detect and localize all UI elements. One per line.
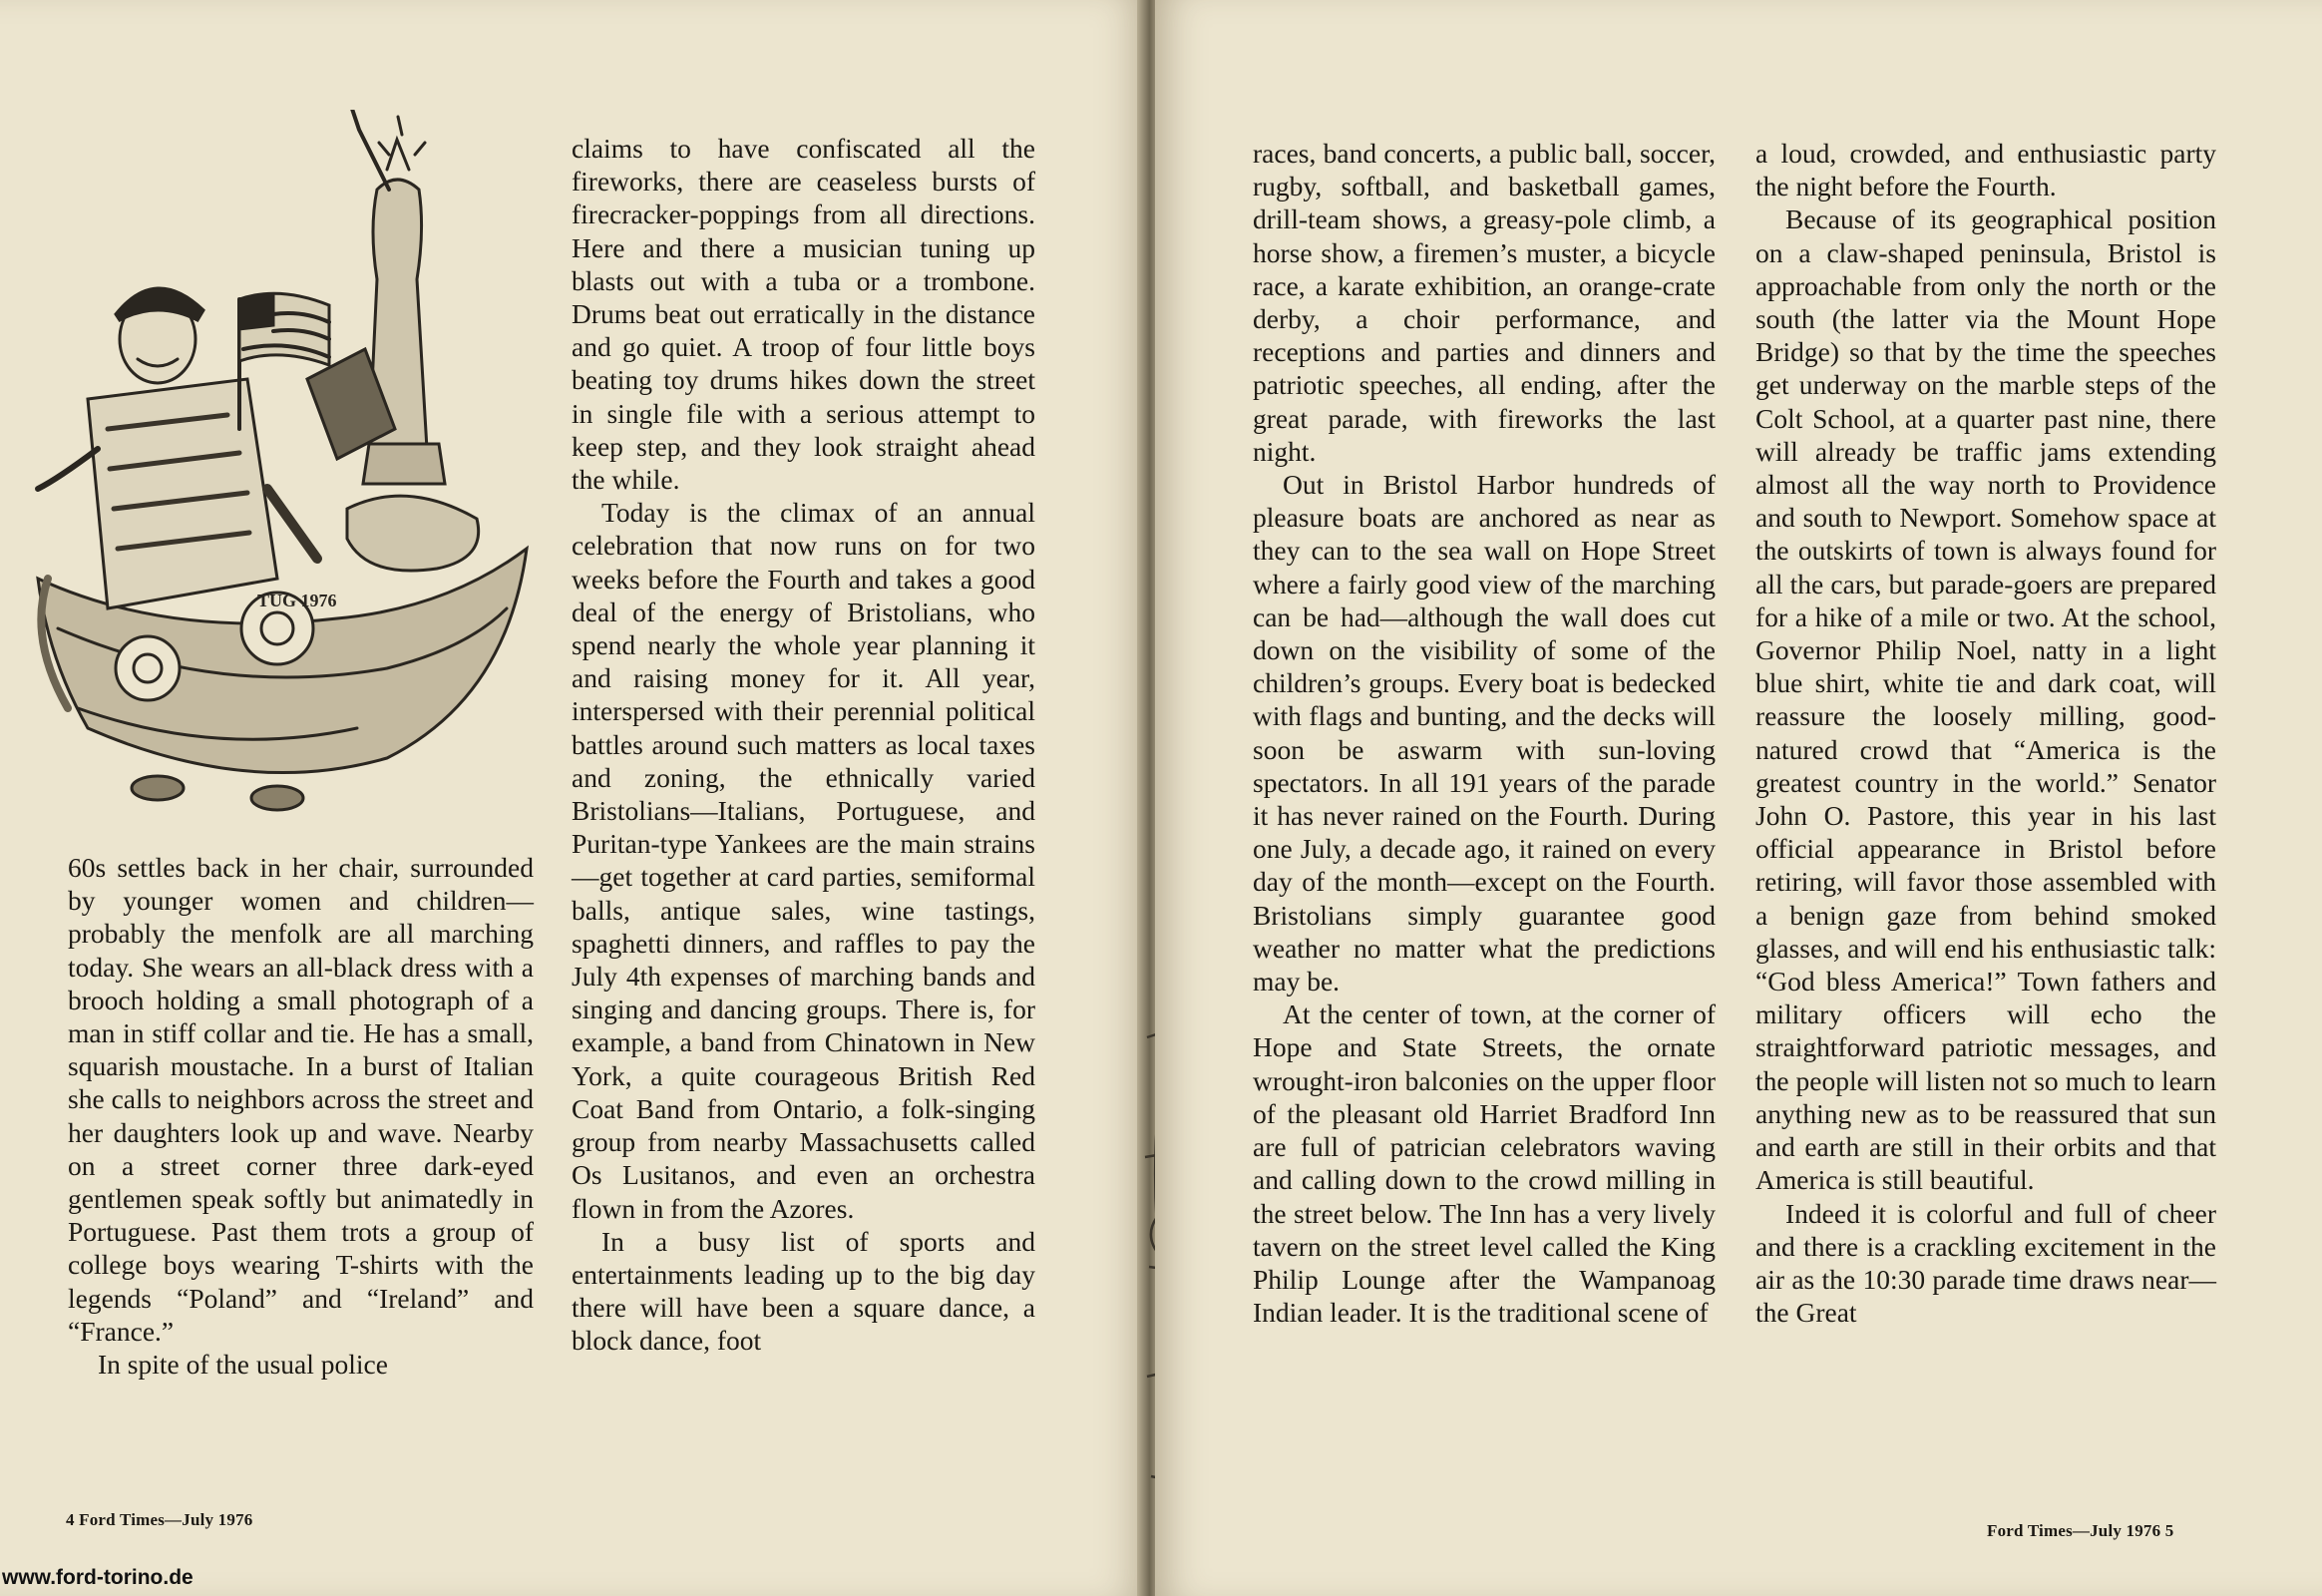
paragraph: Because of its geographical position on a claw-shaped peninsula, Bristol is approachable from only the north or the south (the latter via the Mount Hope Bridge) so that by the time the speeches get underway on the marble steps of the Colt School, at a quarter past nine, there will already be traffic jams extending almost all the way north to Providence and south to Newport. Somehow space at the outskirts of town is always found for all the cars, but parade-goers are prepared for a hike of a mile or two. At the school, Governor Philip Noel, natty in a light blue shirt, white tie and dark coat, will reassure the loosely milling, good-natured crowd that “America is the greatest country in the world.” Senator John O. Pastore, this year in his last official appearance in Bristol before retiring, will favor those assembled with a benign gaze from behind smoked glasses, and will end his enthusiastic talk: “God bless America!” Town fathers and military officers will echo the straightforward patriotic messages, and the people will listen not so much to learn anything new as to be reassured that sun and earth are still in their orbits and that America is still beautiful. xyxy=(1755,203,2216,1196)
paragraph: claims to have confiscated all the fireworks, there are ceaseless bursts of firecracker-poppings from all directions. Here and there a musician tuning up blasts out with a tuba or a trombone. Drums beat out erratically in the distance and go quiet. A troop of four little boys beating toy drums hikes down the street in single file with a serious attempt to keep step, and they look straight ahead the while. xyxy=(572,133,1035,496)
left-page xyxy=(0,0,1147,1596)
paragraph: 60s settles back in her chair, surrounded by younger women and children—probably the menfolk are all marching today. She wears an all-black dress with a brooch holding a small photograph of a man in stiff collar and tie. He has a small, squarish moustache. In a burst of Italian she calls to neighbors across the street and her daughters look up and wave. Nearby on a street corner three dark-eyed gentlemen speak softly but animatedly in Portuguese. Past them trots a group of college boys wearing T-shirts with the legends “Poland” and “Ireland” and “France.” xyxy=(68,852,534,1347)
paragraph: Today is the climax of an annual celebration that now runs on for two weeks before the Fourth and takes a good deal of the energy of Bristolians, who spend nearly the whole year planning it and raising money for it. All year, interspersed with their perennial political battles around such matters as local taxes and zoning, the ethnically varied Bristolians—Italians, Portuguese, and Puritan-type Yankees are the main strains—get together at card parties, semiformal balls, antique sales, wine tastings, spaghetti dinners, and raffles to pay the July 4th expenses of marching bands and singing and dancing groups. There is, for example, a band from Chinatown in New York, a quite courageous British Red Coat Band from Ontario, a folk-singing group from nearby Massachusetts called Os Lusitanos, and even an orchestra flown in from the Azores. xyxy=(572,497,1035,1224)
column-4 xyxy=(1755,137,2216,1329)
column-3 xyxy=(1253,137,1716,1329)
tugboat-illustration xyxy=(18,110,537,828)
paragraph: Out in Bristol Harbor hundreds of pleasure boats are anchored as near as they can to the sea wall on Hope Street where a fairly good view of the marching can be had—although the wall does cut down on the visibility of some of the children’s groups. Every boat is bedecked with flags and bunting, and the decks will soon be aswarm with sun-loving spectators. In all 191 years of the parade it has never rained on the Fourth. During one July, a decade ago, it rained on every day of the month—except on the Fourth. Bristolians simply guarantee good weather no matter what the predictions may be. xyxy=(1253,469,1716,998)
tug-label: TUG 1976 xyxy=(257,591,337,610)
paragraph: Indeed it is colorful and full of cheer and there is a crackling excitement in the air as the 10:30 parade time draws near—the Great xyxy=(1755,1197,2216,1329)
paragraph: In a busy list of sports and entertainments leading up to the big day there will have been a square dance, a block dance, foot xyxy=(572,1225,1035,1357)
paragraph: At the center of town, at the corner of Hope and State Streets, the ornate wrought-iron balconies on the upper floor of the pleasant old Harriet Bradford Inn are full of patrician celebrators waving and calling down to the crowd milling in the street below. The Inn has a very lively tavern on the street level called the King Philip Lounge after the Wampanoag Indian leader. It is the traditional scene of xyxy=(1253,998,1716,1329)
paragraph: a loud, crowded, and enthusiastic party the night before the Fourth. xyxy=(1755,138,2216,202)
page-folio-right: Ford Times—July 1976 5 xyxy=(1987,1521,2174,1540)
page-folio-left: 4 Ford Times—July 1976 xyxy=(66,1510,253,1529)
column-2 xyxy=(572,132,1035,1358)
paragraph: races, band concerts, a public ball, soccer, rugby, softball, and basketball games, drill-team shows, a greasy-pole climb, a horse show, a firemen’s muster, a bicycle race, a karate exhibition, an orange-crate derby, a choir performance, and receptions and parties and dinners and patriotic speeches, all ending, after the great parade, with fireworks the last night. xyxy=(1253,138,1716,467)
site-watermark: www.ford-torino.de xyxy=(2,1566,194,1589)
column-1 xyxy=(68,851,534,1381)
paragraph: In spite of the usual police xyxy=(98,1349,388,1381)
